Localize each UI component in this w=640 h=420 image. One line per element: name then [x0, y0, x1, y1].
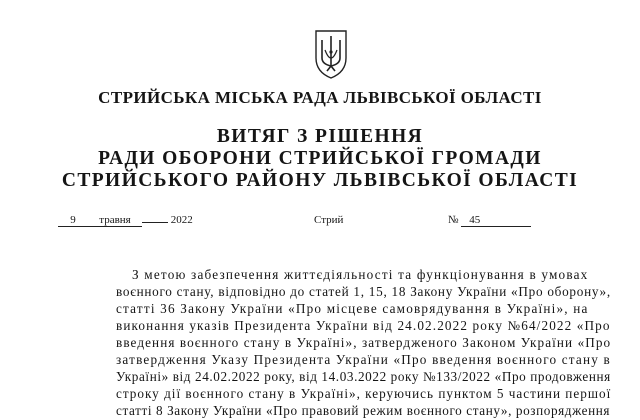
- body-line: воєнного стану, відповідно до статей 1, 15, 18 Закону України «Про оборону»,: [116, 284, 611, 299]
- date-day: 9: [58, 214, 88, 227]
- document-subtitle-line-1: РАДИ ОБОРОНИ СТРИЙСЬКОЇ ГРОМАДИ: [98, 148, 542, 169]
- date-year: 2022: [170, 214, 193, 226]
- decision-city: Стрий: [314, 214, 344, 226]
- body-line: Україні» від 24.02.2022 року, від 14.03.2022 року №133/2022 «Про продовження: [116, 369, 611, 384]
- council-name: СТРИЙСЬКА МІСЬКА РАДА ЛЬВІВСЬКОЇ ОБЛАСТІ: [98, 88, 542, 107]
- body-line: строку дії воєнного стану в Україні», керуючись пунктом 5 частини першої: [116, 386, 612, 401]
- decision-number: [448, 214, 531, 227]
- body-line: статті 36 Закону України «Про місцеве самоврядування в Україні», на: [116, 301, 589, 316]
- body-line: виконання указів Президента України від 24.02.2022 року №64/2022 «Про: [116, 318, 611, 333]
- body-line: статті 8 Закону України «Про правовий режим воєнного стану», розпорядження: [116, 403, 611, 418]
- decision-body-text: [116, 266, 610, 419]
- document-title: ВИТЯГ З РІШЕННЯ: [216, 126, 424, 147]
- document-subtitle-line-2: СТРИЙСЬКОГО РАЙОНУ ЛЬВІВСЬКОЇ ОБЛАСТІ: [61, 170, 579, 191]
- number-label: №: [448, 214, 459, 226]
- number-value: 45: [461, 214, 531, 227]
- trident-emblem-icon: [312, 28, 350, 80]
- body-line: затвердження Указу Президента України «Про введення воєнного стану в: [116, 352, 611, 367]
- body-line: введення воєнного стану в Україні», затвердженого Законом України «Про: [116, 335, 612, 350]
- decision-date: [58, 214, 193, 227]
- date-month: травня: [88, 214, 142, 227]
- body-line: З метою забезпечення життєдіяльності та функціонування в умовах: [132, 267, 589, 282]
